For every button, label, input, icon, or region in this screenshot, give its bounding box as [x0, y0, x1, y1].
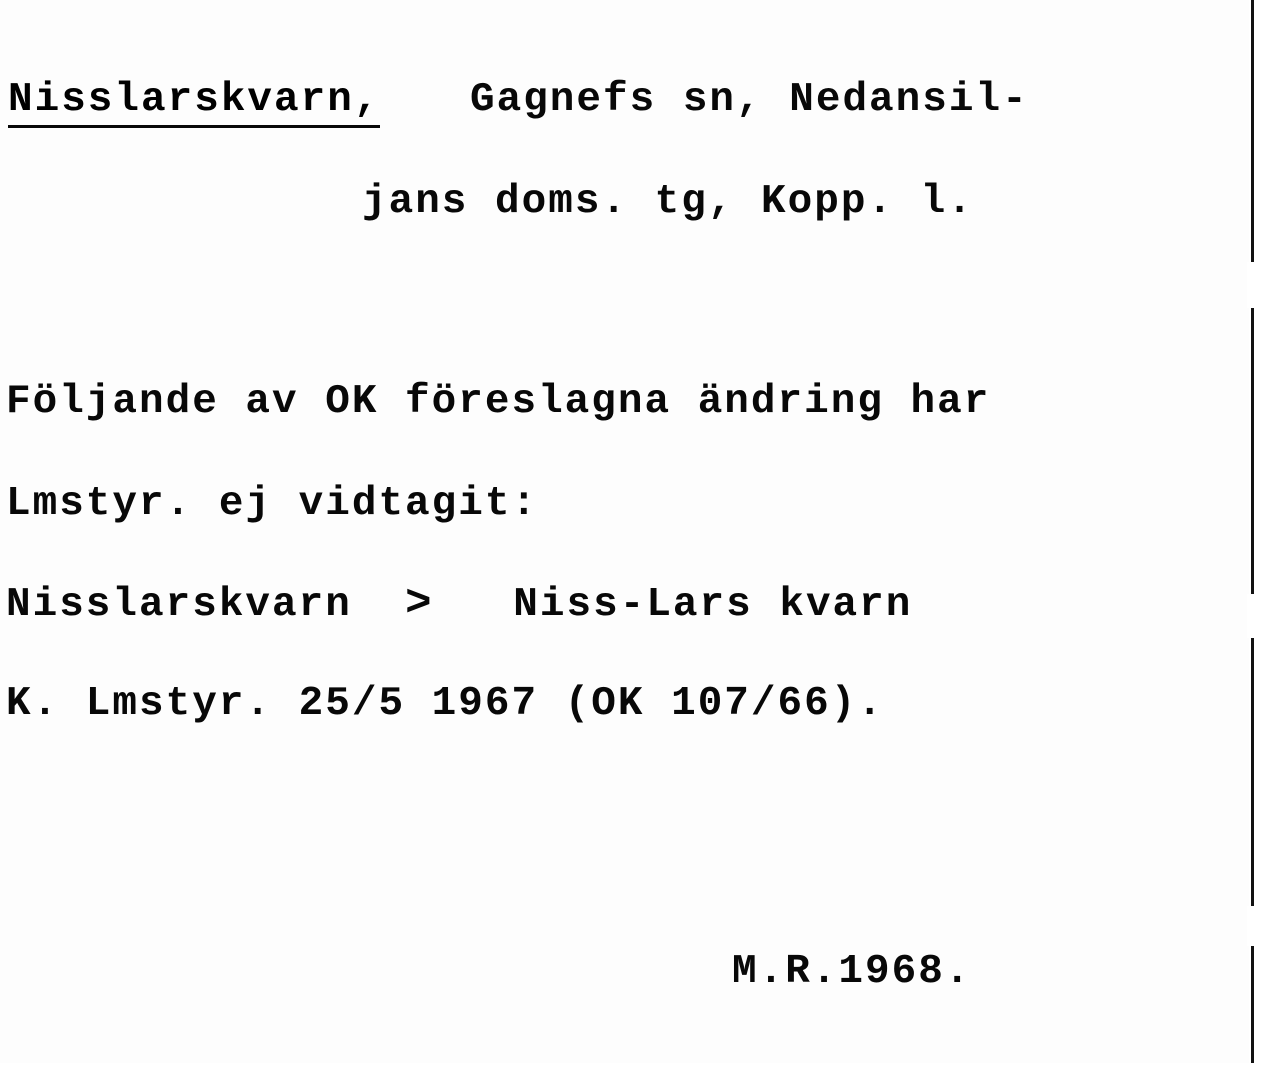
change-arrow-icon: > [405, 579, 434, 629]
new-name-text: Niss-Lars kvarn [513, 582, 913, 628]
heading-parish-line-1: Gagnefs sn, Nedansil- [470, 77, 1029, 123]
card-right-edge [1249, 0, 1267, 1069]
edge-nick-bottom [1247, 906, 1258, 946]
edge-nick-middle [1247, 594, 1258, 638]
card-bottom-edge [0, 1063, 1267, 1069]
signature-text: M.R.1968. [732, 949, 972, 995]
body-line-1: Följande av OK föreslagna ändring har [6, 379, 991, 425]
headword-underlined: Nisslarskvarn, [8, 80, 380, 128]
body-line-3 [6, 579, 913, 629]
old-name-text: Nisslarskvarn [6, 582, 352, 628]
edge-nick-top [1247, 262, 1258, 308]
body-line-2: Lmstyr. ej vidtagit: [6, 481, 539, 527]
body-line-4-reference: K. Lmstyr. 25/5 1967 (OK 107/66). [6, 681, 884, 727]
heading-parish-line-2: jans doms. tg, Kopp. l. [362, 179, 974, 225]
